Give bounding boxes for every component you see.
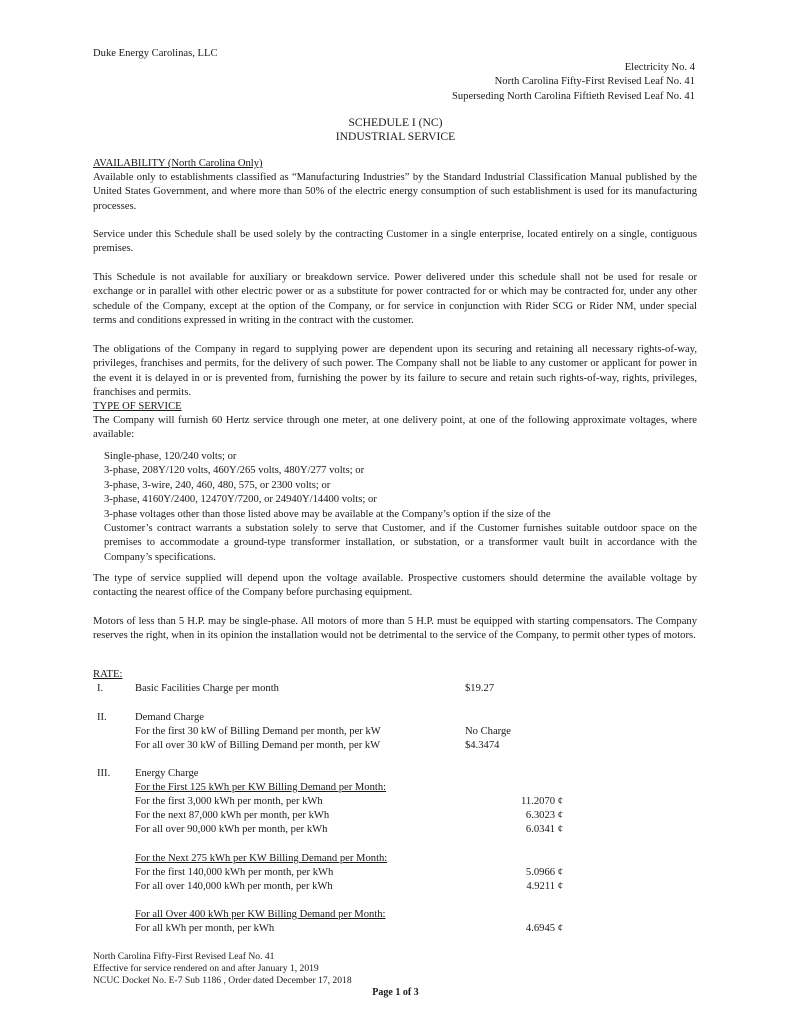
demand-row-value: No Charge	[465, 726, 511, 737]
motors-paragraph: Motors of less than 5 H.P. may be single-phase. All motors of more than 5 H.P. must be equipped with starting compensators. The Company reserves the right, when in its opinion the installation would not be detrimental to the service of the Company, to permit other types of motors.	[93, 616, 697, 642]
energy-block-heading: For the First 125 kWh per KW Billing Demand per Month:	[135, 782, 387, 793]
basic-facilities-label: Basic Facilities Charge per month	[135, 683, 279, 694]
demand-charge-label: Demand Charge	[135, 712, 204, 723]
energy-row-label: For all kWh per month, per kWh	[135, 923, 275, 934]
rate-section-i-number: I.	[97, 683, 104, 694]
availability-paragraph-3: This Schedule is not available for auxiliary or breakdown service. Power delivered under this schedule shall not be used for resale or exchange or in parallel with other electric power or as a substitute for power contracted for or which may be contracted for, under any other schedule of the Company, except at the option of the Company, or for service in conjunction with Rider SCG or Rider NM, under special terms and conditions expressed in writing in the contract with the customer.	[93, 272, 697, 327]
energy-row-value: 6.0341 ¢	[525, 824, 563, 835]
energy-row-label: For the first 3,000 kWh per month, per kWh	[135, 796, 323, 807]
type-of-service-heading: TYPE OF SERVICE	[93, 401, 182, 412]
availability-paragraph-4: The obligations of the Company in regard to supplying power are dependent upon its securing and retaining all necessary rights-of-way, privileges, franchises and permits, for the delivery of such power. The Company shall not be liable to any customer or applicant for power in the event it is delayed in or is prevented from, furnishing the power by its failure to secure and retain such rights-of-way, rights, privileges, franchises and permits.	[93, 344, 697, 399]
energy-charge-label: Energy Charge	[135, 768, 199, 779]
rate-heading: RATE:	[93, 669, 123, 680]
availability-paragraph-1: Available only to establishments classified as “Manufacturing Industries” by the Standard Industrial Classification Manual published by the United States Government, and where more than 50% of the electric energy consumption of such establishment is used for its manufacturing processes.	[93, 172, 697, 212]
demand-row-label: For the first 30 kW of Billing Demand per month, per kW	[135, 726, 381, 737]
voltage-item: Single-phase, 120/240 volts; or	[104, 451, 237, 462]
energy-block-heading: For all Over 400 kWh per KW Billing Demand per Month:	[135, 909, 386, 920]
voltage-item: 3-phase, 3-wire, 240, 460, 480, 575, or 2300 volts; or	[104, 479, 331, 491]
type-of-service-paragraph: The type of service supplied will depend upon the voltage available. Prospective customers should determine the available voltage by contacting the nearest office of the Company before purchasing equipment.	[93, 573, 697, 599]
energy-block-heading: For the Next 275 kWh per KW Billing Demand per Month:	[135, 853, 388, 864]
voltage-item: 3-phase voltages other than those listed above may be available at the Company’s option if the size of the	[104, 508, 551, 520]
energy-row-value: 4.6945 ¢	[525, 923, 563, 934]
superseding-leaf: Superseding North Carolina Fiftieth Revised Leaf No. 41	[451, 90, 695, 102]
energy-row-value: 6.3023 ¢	[525, 810, 563, 821]
rate-section-iii-number: III.	[97, 768, 111, 779]
revised-leaf: North Carolina Fifty-First Revised Leaf No. 41	[494, 76, 695, 88]
voltage-item: 3-phase, 4160Y/2400, 12470Y/7200, or 24940Y/14400 volts; or	[104, 494, 377, 506]
availability-paragraph-2: Service under this Schedule shall be used solely by the contracting Customer in a single enterprise, located entirely on a single, contiguous premises.	[93, 229, 697, 255]
schedule-title: SCHEDULE I (NC)	[348, 116, 443, 129]
type-of-service-intro: The Company will furnish 60 Hertz service through one meter, at one delivery point, at one of the following approximate voltages, where available:	[93, 415, 697, 441]
voltage-item: 3-phase, 208Y/120 volts, 460Y/265 volts, 480Y/277 volts; or	[104, 465, 365, 477]
document-header-right	[452, 61, 695, 104]
company-name: Duke Energy Carolinas, LLC	[93, 48, 218, 59]
demand-row-label: For all over 30 kW of Billing Demand per month, per kW	[135, 740, 381, 751]
energy-row-label: For all over 140,000 kWh per month, per kWh	[135, 881, 333, 892]
footer-leaf: North Carolina Fifty-First Revised Leaf No. 41	[93, 951, 275, 962]
basic-facilities-value: $19.27	[465, 683, 495, 694]
page-footer	[93, 951, 352, 987]
rate-section-ii-number: II.	[97, 712, 107, 723]
energy-row-value: 4.9211 ¢	[526, 881, 563, 892]
demand-row-value: $4.3474	[465, 740, 500, 751]
energy-row-value: 5.0966 ¢	[525, 867, 563, 878]
availability-heading: AVAILABILITY (North Carolina Only)	[93, 158, 263, 169]
energy-row-value: 11.2070 ¢	[521, 796, 563, 807]
electricity-number: Electricity No. 4	[624, 62, 695, 73]
page-number: Page 1 of 3	[372, 987, 419, 998]
energy-row-label: For all over 90,000 kWh per month, per kWh	[135, 824, 328, 835]
voltage-item-continuation: Customer’s contract warrants a substation solely to serve that Customer, and if the Customer furnishes suitable outdoor space on the premises to accommodate a ground-type transformer installation, or substation, or a transformer vault built in accordance with the Company’s specifications.	[104, 522, 697, 563]
footer-effective-date: Effective for service rendered on and after January 1, 2019	[93, 963, 319, 974]
footer-docket: NCUC Docket No. E-7 Sub 1186 , Order dated December 17, 2018	[93, 975, 352, 986]
schedule-subtitle: INDUSTRIAL SERVICE	[335, 130, 456, 143]
energy-row-label: For the next 87,000 kWh per month, per kWh	[135, 810, 330, 821]
voltage-list	[104, 450, 697, 565]
energy-row-label: For the first 140,000 kWh per month, per kWh	[135, 867, 334, 878]
